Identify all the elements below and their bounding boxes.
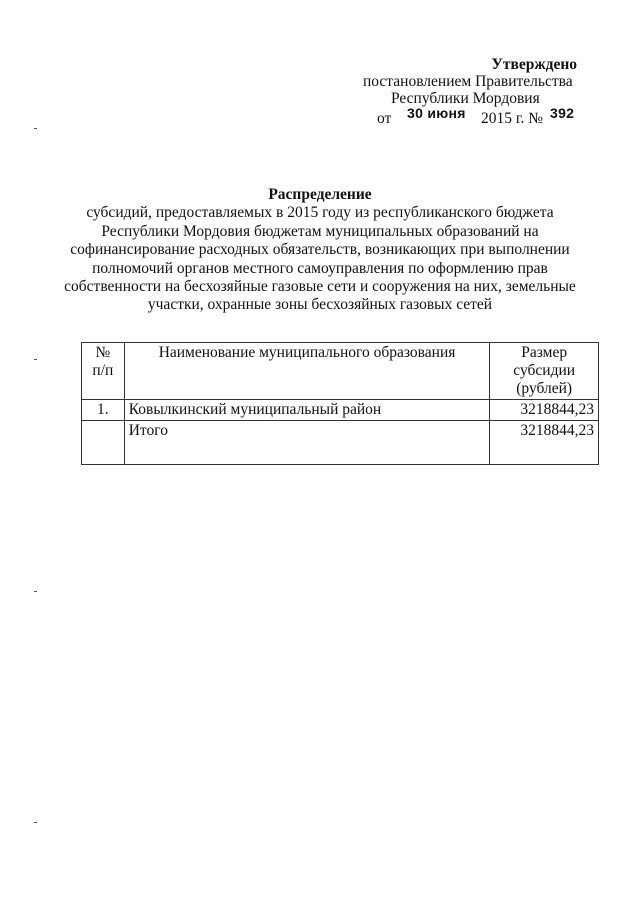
document-title [60, 186, 580, 315]
title-line: софинансирование расходных обязательств, возникающих при выполнении [70, 241, 570, 259]
date-stamp: 30 июня [407, 105, 466, 121]
header-number-symbol: № [95, 344, 111, 361]
table-row-total [82, 421, 599, 465]
approval-line-republic: Республики Мордовия [391, 90, 540, 107]
scan-mark [34, 822, 37, 823]
row-number [82, 421, 125, 465]
table-row [82, 400, 599, 421]
header-number-abbr: п/п [92, 362, 114, 379]
approval-block [355, 56, 595, 129]
header-sum-line: субсидии [513, 362, 576, 379]
distribution-table [81, 342, 599, 465]
title-line: полномочий органов местного самоуправления по оформлению прав [92, 259, 548, 277]
header-sum-line: Размер [521, 344, 568, 361]
scan-mark [34, 128, 37, 129]
title-main: Распределение [268, 186, 372, 203]
row-sum: 3218844,23 [490, 421, 599, 465]
row-sum: 3218844,23 [490, 400, 599, 421]
approval-line-government: постановлением Правительства [363, 73, 573, 90]
row-name: Ковылкинский муниципальный район [124, 400, 490, 421]
row-name: Итого [124, 421, 490, 465]
header-sum-line: (рублей) [516, 380, 573, 397]
row-number: 1. [82, 400, 125, 421]
table-header-row [82, 343, 599, 400]
title-line: участки, охранные зоны бесхозяйных газовых сетей [147, 296, 493, 314]
title-line: собственности на бесхозяйные газовые сети и сооружения на них, земельные [64, 278, 576, 296]
scan-mark [34, 359, 37, 360]
scan-mark [34, 591, 37, 592]
title-line: субсидий, предоставляемых в 2015 году из республиканского бюджета [86, 204, 554, 222]
header-number [82, 343, 125, 400]
header-name: Наименование муниципального образования [124, 343, 490, 400]
approval-heading: Утверждено [491, 56, 577, 73]
title-line: Республики Мордовия бюджетам муниципальных образований на [101, 222, 539, 240]
number-stamp: 392 [550, 105, 575, 121]
header-sum [490, 343, 599, 400]
approval-date-line [355, 107, 595, 129]
date-year: 2015 г. № [481, 110, 544, 127]
date-prefix: от [377, 110, 392, 127]
